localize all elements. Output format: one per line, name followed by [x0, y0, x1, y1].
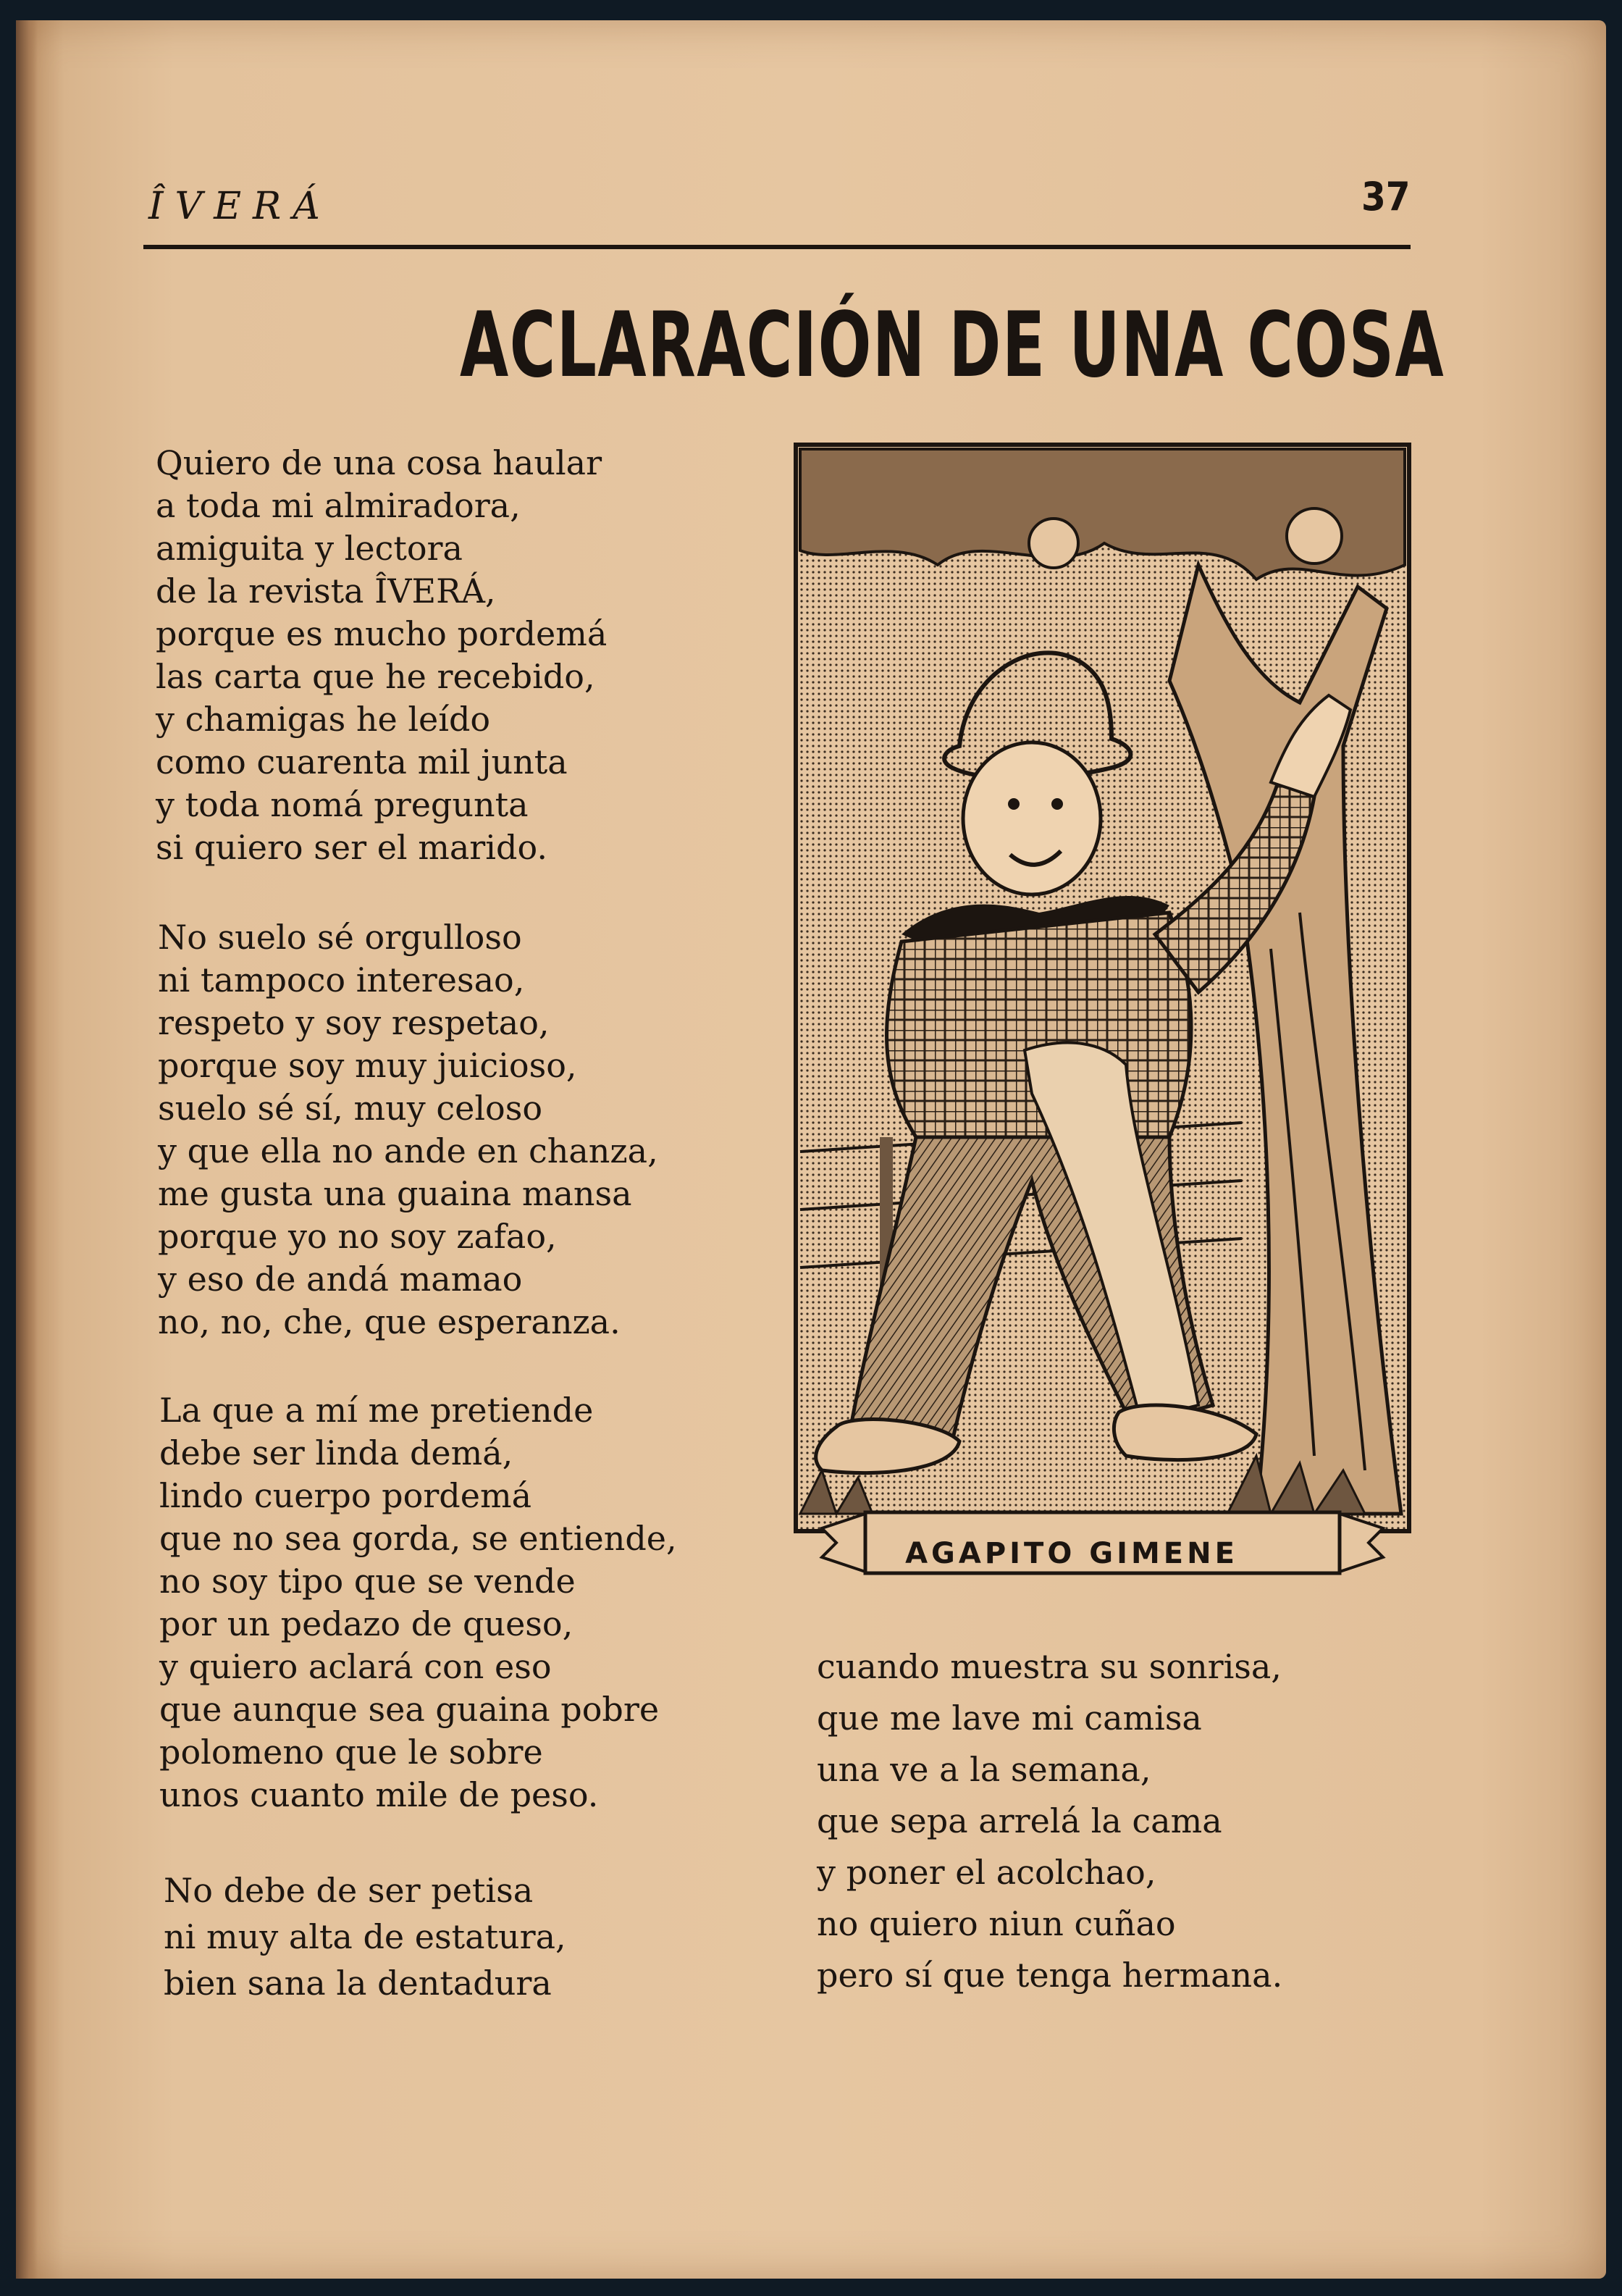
verse-line: que no sea gorda, se entiende, — [159, 1519, 677, 1558]
verse-line: polomeno que le sobre — [159, 1733, 543, 1772]
verse-line: debe ser linda demá, — [159, 1433, 513, 1472]
verse-line: ni tampoco interesao, — [158, 960, 525, 1000]
verse-line: como cuarenta mil junta — [156, 742, 568, 782]
article-title: ACLARACIÓN DE UNA COSA — [460, 293, 1445, 398]
verse-line: y quiero aclará con eso — [159, 1647, 552, 1686]
verse-line: que sepa arrelá la cama — [817, 1801, 1222, 1840]
verse-line: si quiero ser el marido. — [156, 828, 547, 867]
verse-line: No suelo sé orgulloso — [158, 918, 522, 957]
stanza-4-continued — [817, 1641, 1282, 2001]
verse-line: pero sí que tenga hermana. — [817, 1956, 1283, 1995]
verse-line: y poner el acolchao, — [817, 1853, 1156, 1892]
magazine-title: ÎVERÁ — [148, 185, 332, 228]
page-spine-shadow — [16, 20, 38, 2279]
verse-line: porque soy muy juicioso, — [158, 1046, 577, 1085]
verse-line: a toda mi almiradora, — [156, 486, 521, 525]
verse-line: que aunque sea guaina pobre — [159, 1690, 660, 1729]
verse-line: de la revista ÎVERÁ, — [156, 571, 496, 611]
verse-line: que me lave mi camisa — [817, 1698, 1202, 1738]
illustration-drawing — [793, 442, 1412, 1579]
verse-line: unos cuanto mile de peso. — [159, 1775, 599, 1814]
verse-line: porque es mucho pordemá — [156, 614, 608, 653]
verse-line: las carta que he recebido, — [156, 657, 595, 696]
verse-line: suelo sé sí, muy celoso — [158, 1089, 543, 1128]
verse-line: No debe de ser petisa — [164, 1871, 534, 1910]
verse-line: y que ella no ande en chanza, — [158, 1131, 658, 1170]
illustration-caption: AGAPITO GIMENE — [905, 1537, 1238, 1570]
verse-line: Quiero de una cosa haular — [156, 443, 602, 482]
verse-line: no, no, che, que esperanza. — [158, 1302, 621, 1341]
verse-line: La que a mí me pretiende — [159, 1391, 594, 1430]
verse-line: y chamigas he leído — [156, 700, 491, 739]
verse-line: y toda nomá pregunta — [156, 785, 529, 824]
stanza-4 — [164, 1867, 566, 2006]
verse-line: amiguita y lectora — [156, 529, 463, 568]
verse-line: y eso de andá mamao — [158, 1260, 523, 1299]
page-number: 37 — [1361, 174, 1411, 219]
verse-line: ni muy alta de estatura, — [164, 1917, 566, 1956]
verse-line: porque yo no soy zafao, — [158, 1217, 557, 1256]
verse-line: por un pedazo de queso, — [159, 1604, 573, 1643]
verse-line: respeto y soy respetao, — [158, 1003, 550, 1042]
header-rule — [143, 245, 1411, 249]
verse-line: me gusta una guaina mansa — [158, 1174, 632, 1213]
verse-line: lindo cuerpo pordemá — [159, 1476, 532, 1515]
verse-line: no quiero niun cuñao — [817, 1904, 1176, 1943]
verse-line: cuando muestra su sonrisa, — [817, 1647, 1282, 1686]
illustration-gaucho-boy — [793, 442, 1412, 1579]
verse-line: bien sana la dentadura — [164, 1964, 552, 2003]
stanza-1 — [156, 442, 607, 869]
stanza-2 — [158, 916, 658, 1344]
verse-line: no soy tipo que se vende — [159, 1562, 576, 1601]
verse-line: una ve a la semana, — [817, 1750, 1151, 1789]
stanza-3 — [159, 1389, 677, 1817]
